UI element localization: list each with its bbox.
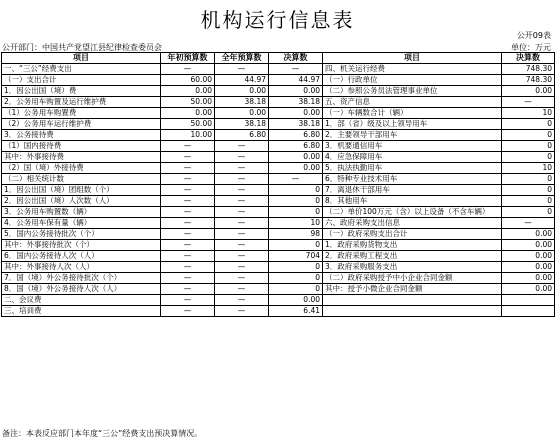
row-budget-initial: — <box>161 306 215 317</box>
row-final-right: 0.00 <box>502 240 555 251</box>
row-item-left: 6．国内公务接待人次（人） <box>2 251 161 262</box>
table-row <box>2 86 555 97</box>
row-final-right: 0.00 <box>502 86 555 97</box>
row-final-left: 0 <box>269 185 323 196</box>
row-final-right: 0 <box>502 152 555 163</box>
row-final-right: 0 <box>502 174 555 185</box>
row-budget-initial: 60.00 <box>161 75 215 86</box>
row-item-right: 六、政府采购支出信息 <box>323 218 502 229</box>
row-budget-full: — <box>215 174 269 185</box>
row-final-left: 704 <box>269 251 323 262</box>
row-item-left: 其中：外事接待批次（个） <box>2 240 161 251</box>
row-budget-initial: — <box>161 229 215 240</box>
row-item-left: 其中：外事接待人次（人） <box>2 262 161 273</box>
table-row <box>2 75 555 86</box>
row-budget-full: — <box>215 196 269 207</box>
header-col3: 决算数 <box>269 53 323 64</box>
row-item-right: 5．执法执勤用车 <box>323 163 502 174</box>
row-budget-full: — <box>215 207 269 218</box>
row-item-left: 3．公务用车购置数（辆） <box>2 207 161 218</box>
row-item-right: （一）政府采购支出合计 <box>323 229 502 240</box>
row-final-left: 0.00 <box>269 86 323 97</box>
row-final-left: 0 <box>269 240 323 251</box>
row-final-right: 0.00 <box>502 251 555 262</box>
row-budget-initial: — <box>161 240 215 251</box>
row-final-left: 0.00 <box>269 295 323 306</box>
row-item-right: （二）政府采购授予中小企业合同金额 <box>323 273 502 284</box>
row-budget-full: — <box>215 141 269 152</box>
row-final-right: 0 <box>502 185 555 196</box>
department-label: 公开部门：中国共产党望江县纪律检查委员会 <box>2 43 162 52</box>
row-budget-full: 38.18 <box>215 97 269 108</box>
row-item-left: 1．因公出国（境）团组数（个） <box>2 185 161 196</box>
row-final-left: — <box>269 174 323 185</box>
row-item-right: 1．部（省）级及以上领导用车 <box>323 119 502 130</box>
table-row <box>2 262 555 273</box>
table-row <box>2 97 555 108</box>
row-item-right: （一）行政单位 <box>323 75 502 86</box>
row-budget-full: — <box>215 152 269 163</box>
row-budget-full: — <box>215 218 269 229</box>
row-item-left: 5．国内公务接待批次（个） <box>2 229 161 240</box>
row-final-left: 0 <box>269 207 323 218</box>
row-final-left: 44.97 <box>269 75 323 86</box>
row-item-right <box>323 295 502 306</box>
row-item-left: （1）公务用车购置费 <box>2 108 161 119</box>
row-budget-initial: — <box>161 207 215 218</box>
row-final-left: 6.80 <box>269 141 323 152</box>
row-budget-full: — <box>215 273 269 284</box>
table-row <box>2 284 555 295</box>
row-item-left: 3．公务接待费 <box>2 130 161 141</box>
row-final-left: 38.18 <box>269 97 323 108</box>
row-final-right: 748.30 <box>502 64 555 75</box>
table-row <box>2 64 555 75</box>
row-budget-full: 38.18 <box>215 119 269 130</box>
row-final-right: 0.00 <box>502 229 555 240</box>
table-header-row <box>2 53 555 64</box>
table-row <box>2 207 555 218</box>
row-budget-initial: — <box>161 163 215 174</box>
row-budget-initial: — <box>161 273 215 284</box>
row-item-right: 3．政府采购服务支出 <box>323 262 502 273</box>
row-budget-full: — <box>215 295 269 306</box>
row-item-right: 7．离退休干部用车 <box>323 185 502 196</box>
row-item-right: 4．应急保障用车 <box>323 152 502 163</box>
row-budget-full: — <box>215 163 269 174</box>
row-item-left: （2）公务用车运行维护费 <box>2 119 161 130</box>
row-final-right: 748.30 <box>502 75 555 86</box>
row-budget-initial: — <box>161 185 215 196</box>
row-final-left: 6.41 <box>269 306 323 317</box>
table-row <box>2 163 555 174</box>
row-item-right: （二）单价100万元（含）以上设备（不含车辆） <box>323 207 502 218</box>
row-final-right: — <box>502 218 555 229</box>
header-item-left: 项目 <box>2 53 161 64</box>
row-final-left: 0.00 <box>269 152 323 163</box>
row-budget-full: 0.00 <box>215 86 269 97</box>
row-item-left: （一）支出合计 <box>2 75 161 86</box>
row-budget-initial: 50.00 <box>161 97 215 108</box>
row-item-left: 二、会议费 <box>2 295 161 306</box>
row-budget-full: 44.97 <box>215 75 269 86</box>
row-final-left: 0.00 <box>269 108 323 119</box>
row-final-left: 0 <box>269 273 323 284</box>
row-final-right: 10 <box>502 163 555 174</box>
row-final-left: 38.18 <box>269 119 323 130</box>
unit-label: 单位：万元 <box>511 43 551 52</box>
row-final-right: — <box>502 97 555 108</box>
row-budget-initial: — <box>161 295 215 306</box>
row-final-left: — <box>269 64 323 75</box>
row-budget-full: 6.80 <box>215 130 269 141</box>
row-final-left: 98 <box>269 229 323 240</box>
row-budget-full: — <box>215 240 269 251</box>
row-final-right: 0 <box>502 119 555 130</box>
row-item-right: 四、机关运行经费 <box>323 64 502 75</box>
row-budget-full: — <box>215 229 269 240</box>
table-row <box>2 240 555 251</box>
row-budget-initial: — <box>161 152 215 163</box>
table-row <box>2 108 555 119</box>
row-item-left: 2．公务用车购置及运行维护费 <box>2 97 161 108</box>
info-table <box>1 52 555 317</box>
row-budget-full: — <box>215 306 269 317</box>
table-row <box>2 273 555 284</box>
row-item-left: （二）相关统计数 <box>2 174 161 185</box>
table-row <box>2 218 555 229</box>
row-budget-full: — <box>215 251 269 262</box>
table-row <box>2 295 555 306</box>
table-row <box>2 141 555 152</box>
row-item-left: （2）国（境）外接待费 <box>2 163 161 174</box>
row-budget-initial: — <box>161 196 215 207</box>
row-final-right: 0 <box>502 141 555 152</box>
row-budget-initial: — <box>161 284 215 295</box>
table-row <box>2 119 555 130</box>
row-final-right: 0.00 <box>502 284 555 295</box>
row-budget-full: 0.00 <box>215 108 269 119</box>
header-col4: 决算数 <box>502 53 555 64</box>
row-item-right <box>323 306 502 317</box>
table-row <box>2 306 555 317</box>
table-row <box>2 185 555 196</box>
row-budget-initial: 50.00 <box>161 119 215 130</box>
row-final-right <box>502 306 555 317</box>
row-item-right: （一）车辆数合计（辆） <box>323 108 502 119</box>
row-budget-full: — <box>215 185 269 196</box>
row-item-left: 8．国（境）外公务接待人次（人） <box>2 284 161 295</box>
row-item-left: 2．因公出国（境）人次数（人） <box>2 196 161 207</box>
row-final-left: 0 <box>269 262 323 273</box>
row-final-left: 6.80 <box>269 130 323 141</box>
row-budget-full: — <box>215 64 269 75</box>
row-item-left: 其中：外事接待费 <box>2 152 161 163</box>
page-title: 机构运行信息表 <box>200 8 355 32</box>
row-item-left: 4．公务用车保有量（辆） <box>2 218 161 229</box>
row-budget-initial: — <box>161 141 215 152</box>
table-row <box>2 152 555 163</box>
row-item-right: 其中：授予小微企业合同金额 <box>323 284 502 295</box>
row-final-right: 10 <box>502 108 555 119</box>
row-final-left: 0 <box>269 284 323 295</box>
row-final-right: 0.00 <box>502 262 555 273</box>
row-item-right: 8．其他用车 <box>323 196 502 207</box>
table-row <box>2 196 555 207</box>
row-item-left: 1．因公出国（境）费 <box>2 86 161 97</box>
table-row <box>2 174 555 185</box>
table-row <box>2 130 555 141</box>
row-budget-initial: — <box>161 174 215 185</box>
row-final-left: 10 <box>269 218 323 229</box>
row-budget-initial: — <box>161 64 215 75</box>
row-budget-initial: 10.00 <box>161 130 215 141</box>
row-final-left: 0 <box>269 196 323 207</box>
table-row <box>2 251 555 262</box>
row-budget-initial: — <box>161 262 215 273</box>
row-item-right: （二）参照公务员法管理事业单位 <box>323 86 502 97</box>
row-final-right: 0 <box>502 196 555 207</box>
row-item-right: 1．政府采购货物支出 <box>323 240 502 251</box>
row-final-right: 0 <box>502 130 555 141</box>
row-budget-full: — <box>215 284 269 295</box>
row-item-right: 五、资产信息 <box>323 97 502 108</box>
header-col1: 年初预算数 <box>161 53 215 64</box>
row-budget-initial: — <box>161 251 215 262</box>
form-code: 公开09表 <box>516 31 551 40</box>
footnote: 备注：本表反应部门本年度“三公”经费支出预决算情况。 <box>2 429 203 438</box>
row-final-right <box>502 295 555 306</box>
row-item-left: （1）国内接待费 <box>2 141 161 152</box>
row-final-right: 0.00 <box>502 273 555 284</box>
table-row <box>2 229 555 240</box>
row-item-left: 三、培训费 <box>2 306 161 317</box>
row-final-left: 0.00 <box>269 163 323 174</box>
row-budget-initial: 0.00 <box>161 86 215 97</box>
row-item-left: 7．国（境）外公务接待批次（个） <box>2 273 161 284</box>
row-item-right: 6．特种专业技术用车 <box>323 174 502 185</box>
row-item-right: 3．机要通信用车 <box>323 141 502 152</box>
row-budget-initial: — <box>161 218 215 229</box>
row-budget-initial: 0.00 <box>161 108 215 119</box>
header-item-right: 项目 <box>323 53 502 64</box>
row-item-right: 2．主要领导干部用车 <box>323 130 502 141</box>
row-item-right: 2．政府采购工程支出 <box>323 251 502 262</box>
row-final-right: 0 <box>502 207 555 218</box>
header-col2: 全年预算数 <box>215 53 269 64</box>
row-budget-full: — <box>215 262 269 273</box>
row-item-left: 一、“三公”经费支出 <box>2 64 161 75</box>
